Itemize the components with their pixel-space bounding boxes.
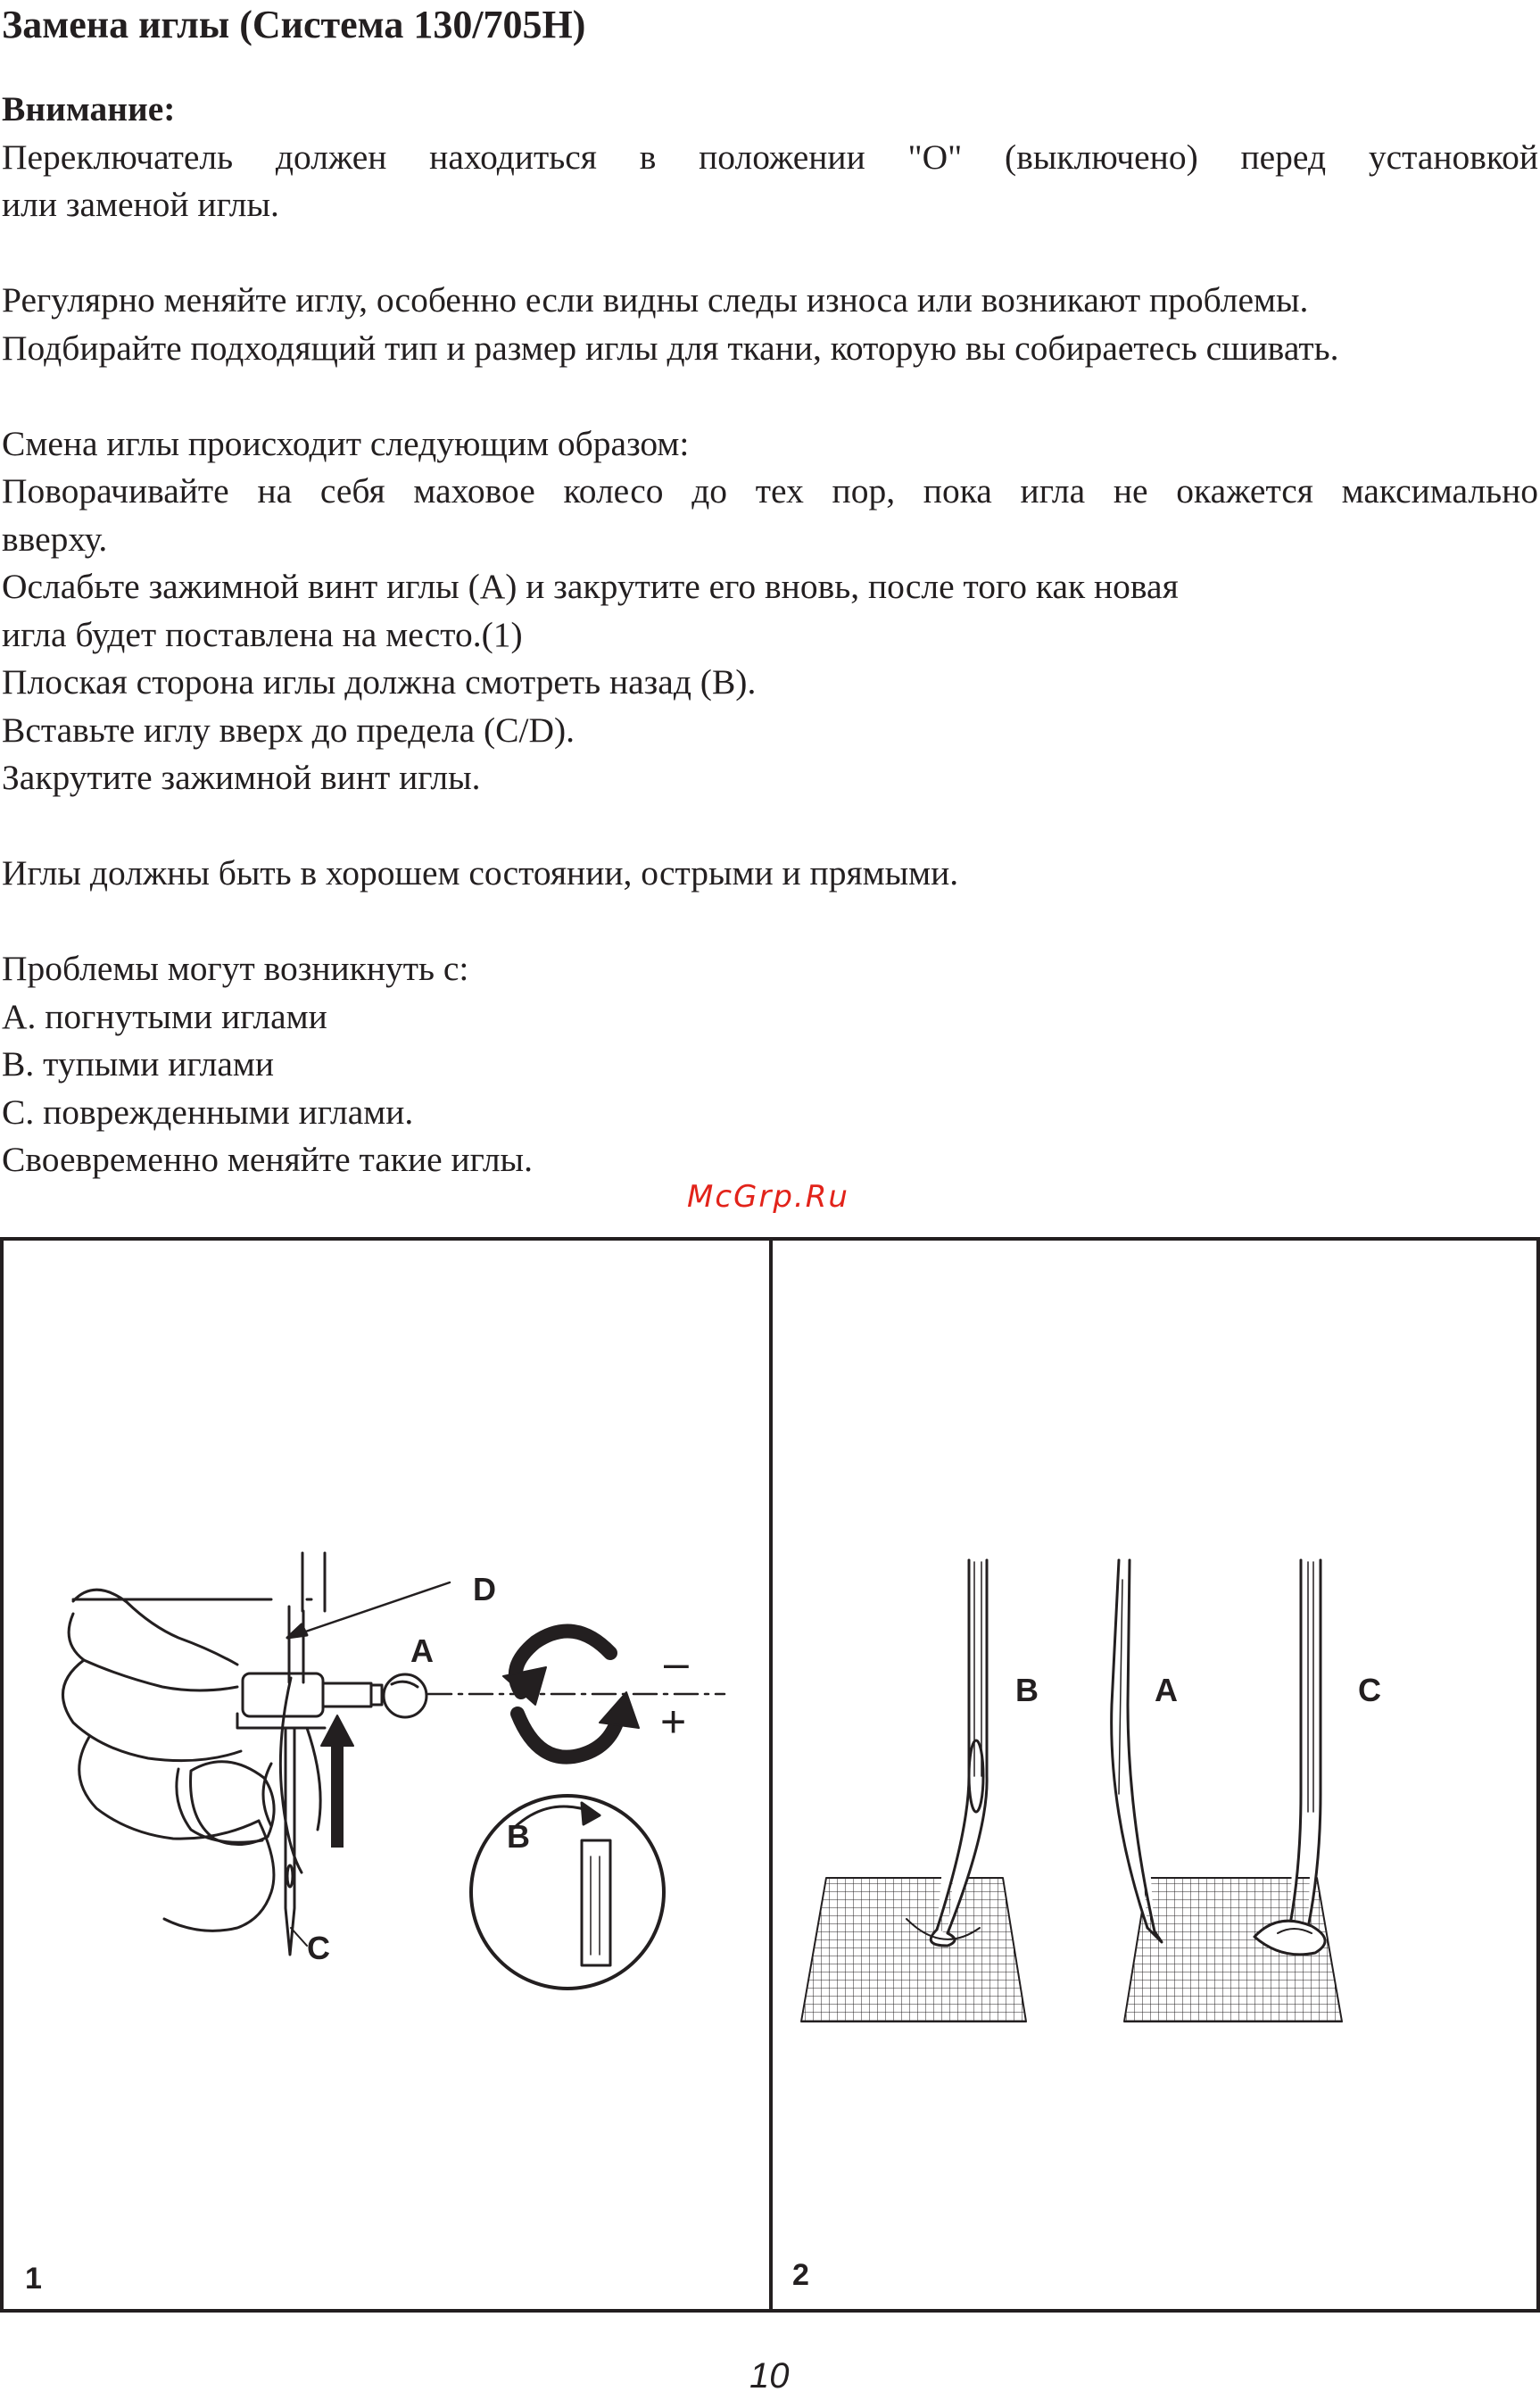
procedure-step4: Вставьте иглу вверх до предела (C/D). bbox=[2, 710, 575, 750]
procedure-step5: Закрутите зажимной винт иглы. bbox=[2, 758, 481, 797]
detail-circle bbox=[471, 1796, 664, 1989]
procedure-step3: Плоская сторона иглы должна смотреть назад (B). bbox=[2, 662, 757, 702]
figure-2-number: 2 bbox=[792, 2258, 809, 2292]
label-a: A bbox=[1155, 1672, 1178, 1708]
watermark: McGrp.Ru bbox=[687, 1179, 849, 1215]
needle-bar bbox=[302, 1553, 325, 1611]
problem-item-c: С. поврежденными иглами. bbox=[2, 1092, 414, 1132]
page-title: Замена иглы (Система 130/705Н) bbox=[2, 3, 586, 46]
label-minus: – bbox=[664, 1638, 689, 1688]
label-a: A bbox=[410, 1632, 434, 1669]
label-d: D bbox=[473, 1571, 496, 1607]
figure-2-panel bbox=[773, 1241, 1536, 2309]
replace-line-1: Регулярно меняйте иглу, особенно если видны следы износа или возникают проблемы. bbox=[2, 280, 1309, 320]
instructions-text bbox=[2, 86, 1538, 1184]
procedure-intro: Смена иглы происходит следующим образом: bbox=[2, 423, 690, 463]
figure-1-number: 1 bbox=[25, 2262, 42, 2296]
condition-note: Иглы должны быть в хорошем состоянии, острыми и прямыми. bbox=[2, 853, 959, 893]
problems-outro: Своевременно меняйте такие иглы. bbox=[2, 1140, 533, 1179]
label-plus: + bbox=[660, 1697, 687, 1747]
problem-item-a: А. погнутыми иглами bbox=[2, 996, 327, 1036]
label-b: B bbox=[507, 1818, 530, 1855]
problems-intro: Проблемы могут возникнуть с: bbox=[2, 949, 469, 988]
procedure-step2-line-1: Ослабьте зажимной винт иглы (А) и закрутите его вновь, после того как новая bbox=[2, 567, 1179, 606]
figure-1-panel bbox=[4, 1241, 769, 2309]
label-c: C bbox=[1358, 1672, 1381, 1708]
needle-c-damaged bbox=[1290, 1560, 1321, 1928]
needle-a bbox=[1112, 1560, 1155, 1931]
procedure-step1-line-1: Поворачивайте на себя маховое колесо до тех пор, пока игла не окажется максимально bbox=[2, 471, 1538, 511]
up-arrow bbox=[321, 1715, 353, 1746]
figure-2-illustration bbox=[773, 1241, 1536, 2309]
procedure-step1-line-2: вверху. bbox=[2, 519, 108, 559]
problem-item-b: В. тупыми иглами bbox=[2, 1044, 274, 1084]
fabric-left bbox=[801, 1878, 1026, 2022]
page-number: 10 bbox=[749, 2356, 790, 2396]
replace-line-2: Подбирайте подходящий тип и размер иглы для ткани, которую вы собираетесь сшивать. bbox=[2, 328, 1339, 368]
label-b: B bbox=[1015, 1672, 1039, 1708]
attention-line-2: или заменой иглы. bbox=[2, 185, 279, 224]
figures-frame bbox=[0, 1237, 1540, 2313]
figure-1-illustration bbox=[4, 1241, 769, 2309]
attention-label: Внимание: bbox=[2, 89, 176, 129]
procedure-step2-line-2: игла будет поставлена на место.(1) bbox=[2, 614, 523, 654]
label-c: C bbox=[307, 1930, 330, 1966]
needle-clamp bbox=[243, 1673, 323, 1716]
attention-line-1: Переключатель должен находиться в положении "O" (выключено) перед установкой bbox=[2, 137, 1538, 177]
rotate-arrow-down bbox=[600, 1692, 639, 1728]
